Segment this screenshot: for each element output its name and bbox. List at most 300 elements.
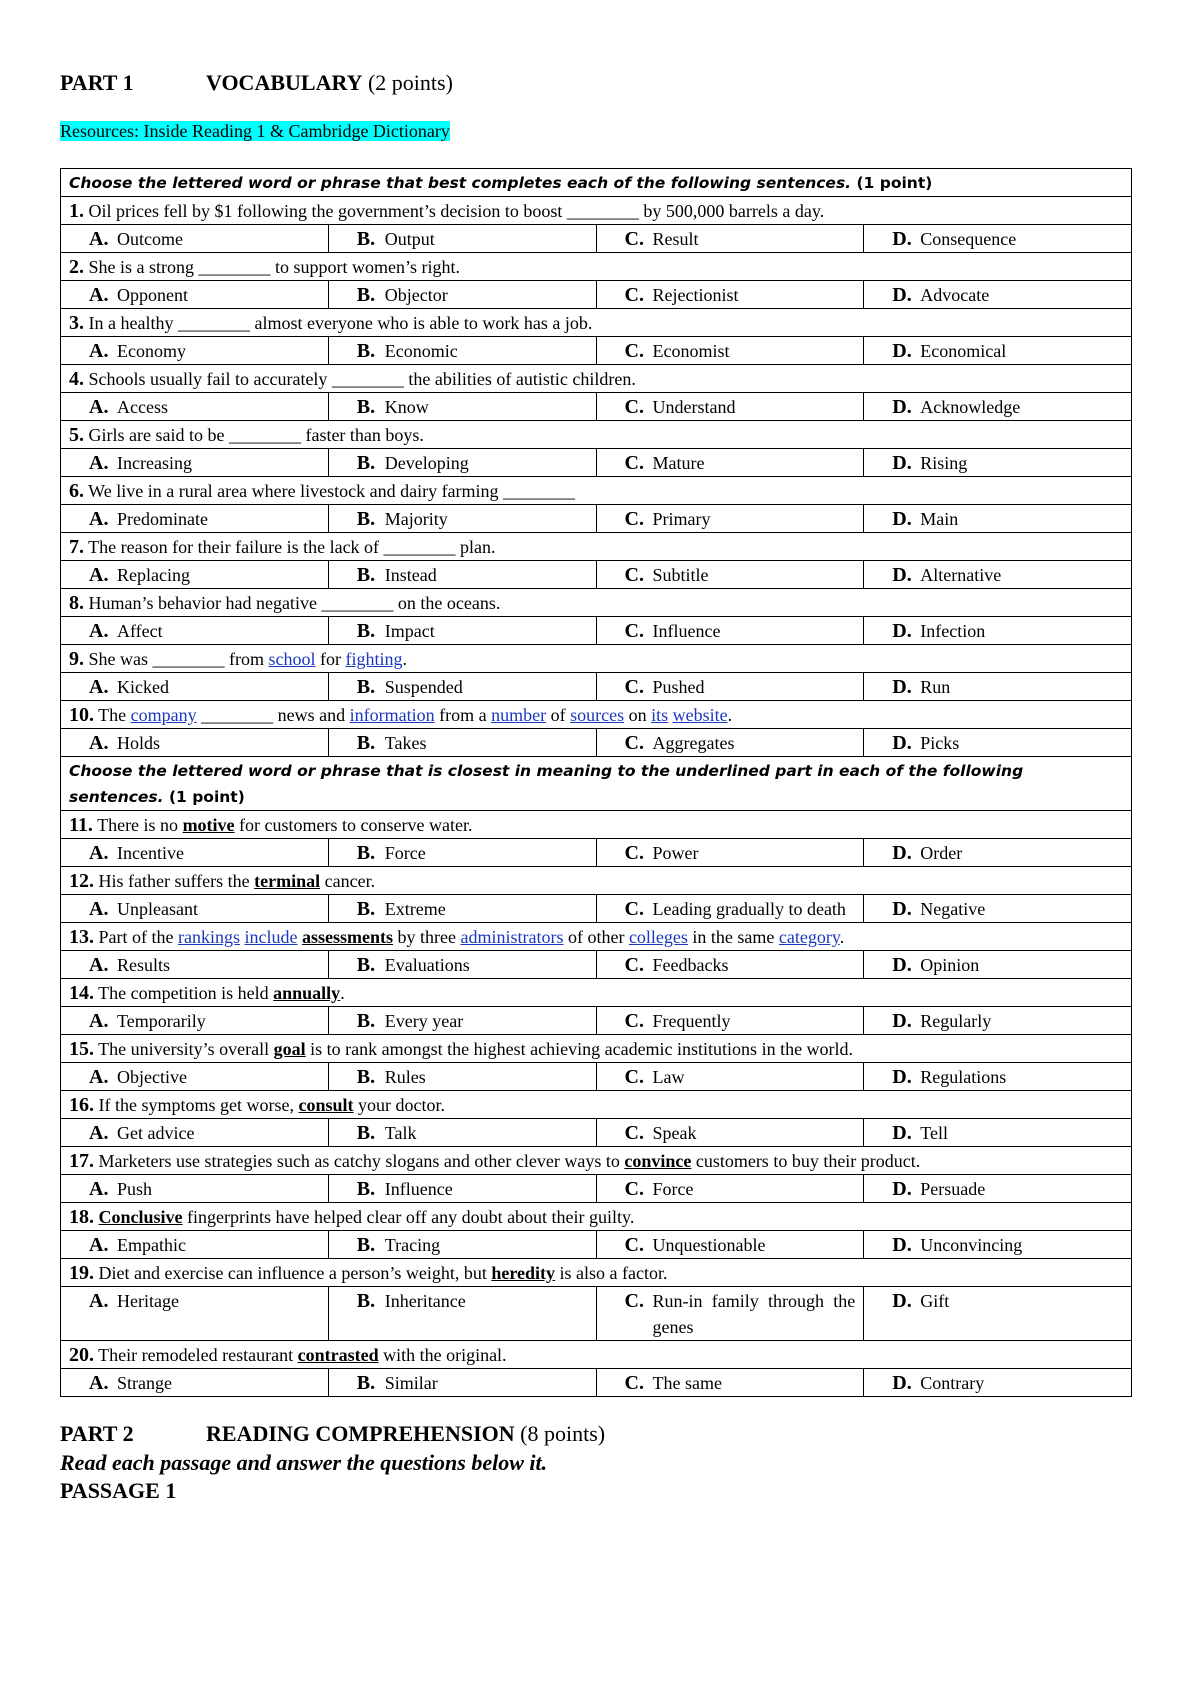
options-row (61, 1175, 1132, 1203)
question-number: 18. (69, 1206, 94, 1228)
option (337, 394, 588, 420)
option (605, 1008, 856, 1034)
option-letter: A. (89, 898, 109, 920)
option-text: Economist (652, 341, 730, 361)
option-cell (864, 505, 1132, 533)
option-text: Push (117, 1179, 153, 1199)
option-letter: B. (356, 1122, 376, 1144)
option-cell (596, 1119, 864, 1147)
question-row (61, 1259, 1132, 1287)
option-cell (596, 1369, 864, 1397)
question-text: . (402, 649, 407, 669)
dictionary-link[interactable]: information (349, 705, 435, 725)
option (872, 1288, 1123, 1314)
option (69, 1232, 320, 1258)
question-text: The competition is held (94, 983, 274, 1003)
options-row (61, 617, 1132, 645)
question-text: Human’s behavior had negative ________ on the oceans. (84, 593, 501, 613)
option-cell (328, 505, 596, 533)
option (69, 1288, 320, 1314)
option-text: The same (652, 1373, 722, 1393)
section2-instruction (61, 757, 1132, 811)
option (69, 730, 320, 756)
option-letter: A. (89, 1290, 109, 1312)
option-text: Rules (384, 1067, 426, 1087)
option-cell (328, 617, 596, 645)
dictionary-link[interactable]: school (268, 649, 316, 669)
option-text: Gift (920, 1291, 950, 1311)
vocabulary-table (60, 168, 1132, 1397)
dictionary-link[interactable]: website (672, 705, 728, 725)
question-cell (61, 421, 1132, 449)
question-number: 1. (69, 200, 84, 222)
question-row (61, 421, 1132, 449)
option-letter: B. (356, 1372, 376, 1394)
question-number: 14. (69, 982, 94, 1004)
question-text: of other (563, 927, 629, 947)
dictionary-link[interactable]: its (651, 705, 669, 725)
underlined-keyword: heredity (491, 1263, 556, 1283)
part-number: PART 2 (60, 1421, 134, 1446)
question-cell (61, 1341, 1132, 1369)
option-cell (864, 895, 1132, 923)
option (337, 1288, 588, 1314)
part1-heading (60, 68, 1132, 98)
question-text: customers to buy their product. (691, 1151, 921, 1171)
question-cell (61, 1147, 1132, 1175)
option-cell (61, 225, 329, 253)
question-text: Girls are said to be ________ faster than boys. (84, 425, 424, 445)
option-letter: C. (624, 1122, 644, 1144)
dictionary-link[interactable]: category (778, 927, 840, 947)
option-text: Leading gradually to death (652, 899, 846, 919)
question-cell (61, 253, 1132, 281)
option-letter: B. (356, 564, 376, 586)
option (872, 338, 1123, 364)
option-letter: B. (356, 396, 376, 418)
option-letter: A. (89, 842, 109, 864)
option-text: Regulations (920, 1067, 1007, 1087)
question-row (61, 645, 1132, 673)
option-letter: B. (356, 1290, 376, 1312)
option-text: Regularly (920, 1011, 992, 1031)
question-number: 10. (69, 704, 94, 726)
option-cell (61, 1063, 329, 1091)
question-text: Diet and exercise can influence a person’s weight, but (94, 1263, 492, 1283)
option-text: Result (652, 229, 699, 249)
options-row (61, 1287, 1132, 1341)
question-cell (61, 1091, 1132, 1119)
question-text: She was ________ from (84, 649, 269, 669)
options-row (61, 281, 1132, 309)
question-text: for (315, 649, 346, 669)
option-cell (596, 729, 864, 757)
question-text: If the symptoms get worse, (94, 1095, 299, 1115)
option-text: Empathic (117, 1235, 186, 1255)
option-letter: D. (892, 676, 912, 698)
option-cell (61, 729, 329, 757)
options-row (61, 337, 1132, 365)
option-text: Heritage (117, 1291, 179, 1311)
option-letter: D. (892, 842, 912, 864)
option-letter: C. (624, 508, 644, 530)
part-points: (2 points) (362, 70, 453, 95)
option (605, 840, 856, 866)
option-cell (596, 1063, 864, 1091)
option-text: Incentive (117, 843, 184, 863)
underlined-keyword: assessments (301, 927, 393, 947)
question-row (61, 1203, 1132, 1231)
option-cell (864, 393, 1132, 421)
option-letter: C. (624, 340, 644, 362)
instruction-points: (1 point) (851, 174, 933, 192)
options-row (61, 505, 1132, 533)
question-row (61, 365, 1132, 393)
option-text: Consequence (920, 229, 1017, 249)
question-cell (61, 309, 1132, 337)
option-letter: B. (356, 620, 376, 642)
option-text: Acknowledge (920, 397, 1021, 417)
option-text: Affect (117, 621, 163, 641)
resources-note (60, 118, 1132, 144)
option (605, 1288, 856, 1340)
option-letter: C. (624, 1178, 644, 1200)
option (69, 840, 320, 866)
question-number: 17. (69, 1150, 94, 1172)
option-cell (61, 895, 329, 923)
question-row (61, 1341, 1132, 1369)
option-letter: D. (892, 620, 912, 642)
option (872, 394, 1123, 420)
option (605, 562, 856, 588)
option-cell (596, 561, 864, 589)
option (872, 730, 1123, 756)
option-letter: A. (89, 508, 109, 530)
option-cell (61, 673, 329, 701)
option-cell (864, 951, 1132, 979)
option-letter: A. (89, 284, 109, 306)
option-letter: B. (356, 898, 376, 920)
vocabulary-table-body (61, 169, 1132, 1397)
option (872, 1176, 1123, 1202)
question-text: His father suffers the (94, 871, 255, 891)
option (605, 1232, 856, 1258)
option-text: Know (384, 397, 429, 417)
option-cell (61, 1175, 329, 1203)
option-letter: C. (624, 452, 644, 474)
option (337, 562, 588, 588)
dictionary-link[interactable]: rankings (177, 927, 240, 947)
option (872, 450, 1123, 476)
option (605, 394, 856, 420)
option-letter: C. (624, 620, 644, 642)
question-text: She is a strong ________ to support women’s right. (84, 257, 460, 277)
option-text: Persuade (920, 1179, 986, 1199)
option-cell (596, 225, 864, 253)
options-row (61, 1231, 1132, 1259)
option-letter: A. (89, 228, 109, 250)
option-text: Get advice (117, 1123, 195, 1143)
option (337, 226, 588, 252)
option (337, 730, 588, 756)
part2-section (60, 1419, 1132, 1505)
question-text: The university’s overall (94, 1039, 274, 1059)
option-text: Unquestionable (652, 1235, 766, 1255)
option (337, 1232, 588, 1258)
option-letter: D. (892, 340, 912, 362)
question-number: 13. (69, 926, 94, 948)
option-cell (61, 951, 329, 979)
question-number: 5. (69, 424, 84, 446)
option-letter: D. (892, 1372, 912, 1394)
passage-heading: PASSAGE 1 (60, 1478, 177, 1503)
option (872, 1120, 1123, 1146)
question-cell (61, 923, 1132, 951)
question-text: is to rank amongst the highest achieving academic institutions in the world. (305, 1039, 854, 1059)
question-cell (61, 701, 1132, 729)
question-text: Schools usually fail to accurately ________ the abilities of autistic children. (84, 369, 636, 389)
option-text: Output (384, 229, 435, 249)
dictionary-link[interactable]: colleges (628, 927, 688, 947)
option (872, 226, 1123, 252)
option-cell (328, 1369, 596, 1397)
option-cell (864, 281, 1132, 309)
option-text: Evaluations (384, 955, 470, 975)
option (69, 394, 320, 420)
option-text: Predominate (117, 509, 208, 529)
question-text: your doctor. (353, 1095, 445, 1115)
underlined-keyword: consult (298, 1095, 354, 1115)
option (69, 896, 320, 922)
option (69, 226, 320, 252)
option-letter: B. (356, 732, 376, 754)
option-cell (61, 337, 329, 365)
option-letter: D. (892, 1010, 912, 1032)
question-cell (61, 811, 1132, 839)
option-text: Picks (920, 733, 960, 753)
option-cell (864, 617, 1132, 645)
option-letter: B. (356, 676, 376, 698)
option-letter: C. (624, 1010, 644, 1032)
option-text: Temporarily (117, 1011, 206, 1031)
option-cell (328, 1007, 596, 1035)
option-text: Run-in family through the genes (652, 1291, 856, 1337)
option-cell (328, 281, 596, 309)
option-text: Law (652, 1067, 685, 1087)
option-letter: C. (624, 1066, 644, 1088)
option-text: Majority (384, 509, 448, 529)
options-row (61, 1063, 1132, 1091)
question-row (61, 477, 1132, 505)
options-row (61, 1119, 1132, 1147)
option-cell (596, 951, 864, 979)
option-letter: D. (892, 732, 912, 754)
option (605, 674, 856, 700)
question-text: for customers to conserve water. (234, 815, 473, 835)
option-cell (61, 1369, 329, 1397)
question-text: on (624, 705, 652, 725)
dictionary-link[interactable]: number (491, 705, 547, 725)
instruction-points: (1 point) (163, 788, 245, 806)
option-text: Impact (384, 621, 435, 641)
option-text: Kicked (117, 677, 169, 697)
option (872, 618, 1123, 644)
option-letter: D. (892, 564, 912, 586)
option-text: Tracing (384, 1235, 441, 1255)
option-text: Negative (920, 899, 986, 919)
option-cell (864, 1119, 1132, 1147)
option-text: Run (920, 677, 951, 697)
option-text: Understand (652, 397, 736, 417)
options-row (61, 393, 1132, 421)
option (872, 1370, 1123, 1396)
question-text: We live in a rural area where livestock and dairy farming ________ (84, 481, 576, 501)
question-text: by three (392, 927, 461, 947)
option-cell (328, 449, 596, 477)
option (605, 338, 856, 364)
option-letter: A. (89, 954, 109, 976)
options-row (61, 1369, 1132, 1397)
option-letter: D. (892, 1122, 912, 1144)
option-letter: C. (624, 396, 644, 418)
dictionary-link[interactable]: fighting (345, 649, 403, 669)
option (337, 506, 588, 532)
instruction-text: Choose the lettered word or phrase that is closest in meaning to the underlined part in each of the following sentences. (69, 762, 1024, 806)
option-letter: C. (624, 842, 644, 864)
underlined-keyword: Conclusive (98, 1207, 183, 1227)
option-text: Infection (920, 621, 986, 641)
option-cell (61, 1287, 329, 1341)
question-cell (61, 365, 1132, 393)
dictionary-link[interactable]: sources (570, 705, 625, 725)
option-cell (61, 1231, 329, 1259)
option-letter: A. (89, 676, 109, 698)
option-cell (328, 729, 596, 757)
option (605, 618, 856, 644)
question-cell (61, 1035, 1132, 1063)
option-text: Takes (384, 733, 427, 753)
option-cell (596, 617, 864, 645)
option-letter: C. (624, 954, 644, 976)
option-letter: C. (624, 1234, 644, 1256)
option-letter: A. (89, 732, 109, 754)
option-cell (61, 449, 329, 477)
option-text: Subtitle (652, 565, 709, 585)
option-cell (328, 393, 596, 421)
option-text: Increasing (117, 453, 192, 473)
option-cell (596, 895, 864, 923)
question-cell (61, 1203, 1132, 1231)
option (69, 674, 320, 700)
instruction-cell (61, 169, 1132, 197)
option-letter: B. (356, 1066, 376, 1088)
option-text: Holds (117, 733, 161, 753)
option-text: Economy (117, 341, 186, 361)
option-letter: D. (892, 954, 912, 976)
option-cell (864, 1175, 1132, 1203)
option-cell (328, 1287, 596, 1341)
option-text: Main (920, 509, 959, 529)
part2-directions: Read each passage and answer the questions below it. (60, 1450, 548, 1475)
option-text: Opponent (117, 285, 188, 305)
option-letter: C. (624, 284, 644, 306)
option-letter: D. (892, 396, 912, 418)
question-text: Their remodeled restaurant (94, 1345, 298, 1365)
question-row (61, 1091, 1132, 1119)
dictionary-link[interactable]: administrators (460, 927, 564, 947)
options-row (61, 225, 1132, 253)
option-cell (328, 1231, 596, 1259)
option-text: Strange (117, 1373, 172, 1393)
question-row (61, 923, 1132, 951)
option-letter: A. (89, 1122, 109, 1144)
question-text: fingerprints have helped clear off any doubt about their guilty. (182, 1207, 635, 1227)
options-row (61, 1007, 1132, 1035)
option-cell (61, 561, 329, 589)
option-cell (328, 1119, 596, 1147)
dictionary-link[interactable]: include (244, 927, 298, 947)
option-text: Economic (384, 341, 458, 361)
option-letter: A. (89, 1178, 109, 1200)
option-text: Similar (384, 1373, 438, 1393)
option-letter: B. (356, 340, 376, 362)
option-cell (864, 673, 1132, 701)
option-text: Rejectionist (652, 285, 739, 305)
option (337, 338, 588, 364)
option-text: Every year (384, 1011, 464, 1031)
options-row (61, 561, 1132, 589)
option-letter: A. (89, 396, 109, 418)
option-text: Feedbacks (652, 955, 729, 975)
option-cell (864, 1231, 1132, 1259)
question-number: 11. (69, 814, 93, 836)
option-text: Inheritance (384, 1291, 466, 1311)
option-text: Force (652, 1179, 694, 1199)
option-letter: C. (624, 1372, 644, 1394)
option-cell (328, 1063, 596, 1091)
question-cell (61, 477, 1132, 505)
option (605, 1176, 856, 1202)
option (337, 1176, 588, 1202)
part-number: PART 1 (60, 70, 134, 95)
option (337, 1064, 588, 1090)
option (69, 562, 320, 588)
option-text: Order (920, 843, 963, 863)
section1-instruction (61, 169, 1132, 197)
option-cell (596, 1175, 864, 1203)
question-text: . (340, 983, 345, 1003)
option-letter: B. (356, 954, 376, 976)
option (69, 506, 320, 532)
underlined-keyword: convince (624, 1151, 692, 1171)
option-cell (596, 1007, 864, 1035)
option-text: Economical (920, 341, 1007, 361)
question-number: 12. (69, 870, 94, 892)
options-row (61, 839, 1132, 867)
option-text: Speak (652, 1123, 697, 1143)
underlined-keyword: goal (273, 1039, 306, 1059)
option (872, 840, 1123, 866)
question-text: is also a factor. (555, 1263, 668, 1283)
resources-highlight: Resources: Inside Reading 1 & Cambridge Dictionary (60, 121, 450, 141)
option (69, 450, 320, 476)
option (337, 1008, 588, 1034)
option-cell (864, 1369, 1132, 1397)
option-letter: D. (892, 1178, 912, 1200)
dictionary-link[interactable]: company (130, 705, 197, 725)
question-row (61, 1147, 1132, 1175)
question-text: Marketers use strategies such as catchy slogans and other clever ways to (94, 1151, 625, 1171)
